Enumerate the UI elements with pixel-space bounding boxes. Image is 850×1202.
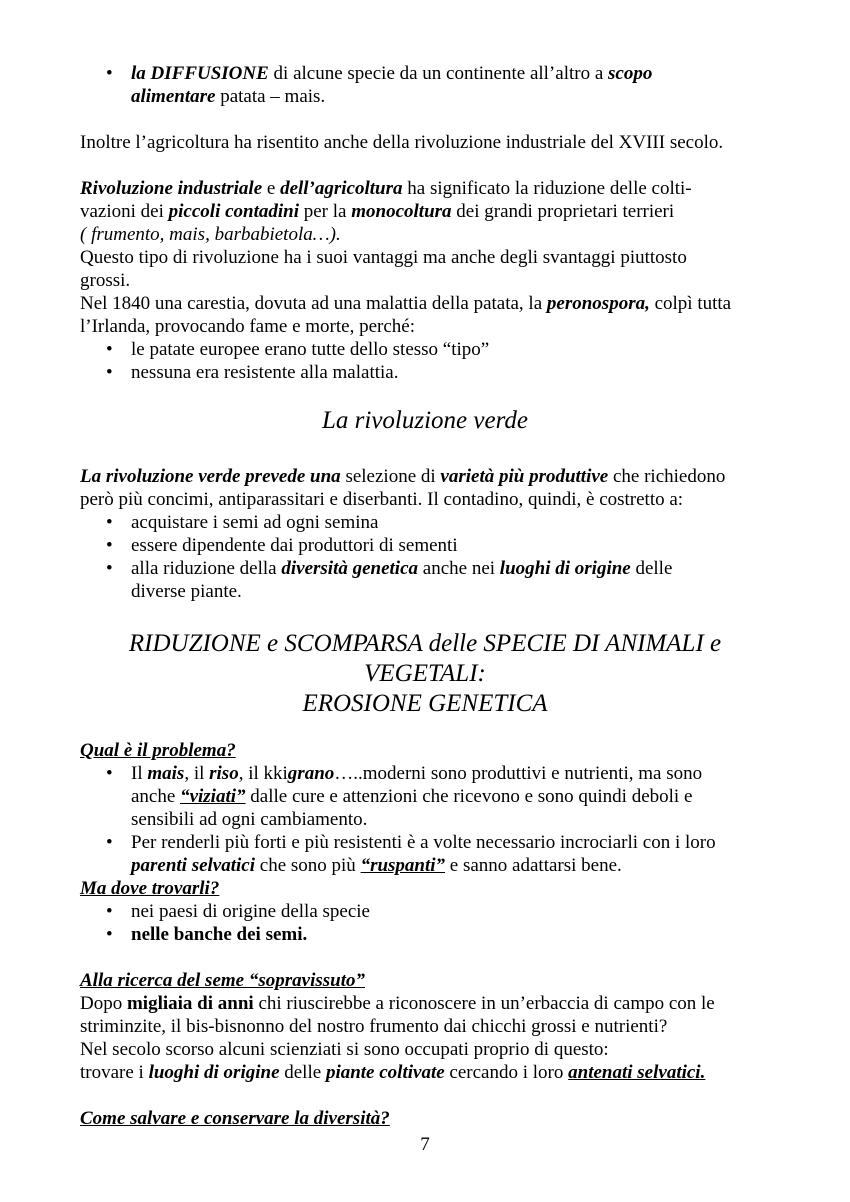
question-salvare: Come salvare e conservare la diversità?	[80, 1108, 390, 1129]
bullet-paesi-origine: nei paesi di origine della specie	[131, 901, 370, 922]
bullet-dipendente: essere dipendente dai produttori di sementi	[131, 535, 458, 556]
bullet-renderli-line1: Per renderli più forti e più resistenti è a volte necessario incrociarli con i loro	[131, 832, 716, 853]
paragraph-ricerca-line2: striminzite, il bis-bisnonno del nostro frumento dai chicchi grossi e nutrienti?	[80, 1016, 668, 1037]
bullet-patate: le patate europee erano tutte dello stesso “tipo”	[131, 339, 490, 360]
bullet-mais-line3: sensibili ad ogni cambiamento.	[131, 809, 368, 830]
question-ricerca: Alla ricerca del seme “sopravissuto”	[80, 970, 365, 991]
bullet-marker: •	[106, 558, 113, 579]
heading-riduzione-line2: VEGETALI:	[364, 660, 486, 687]
bullet-marker: •	[106, 63, 113, 84]
bullet-marker: •	[106, 924, 113, 945]
bullet-marker: •	[106, 535, 113, 556]
paragraph-rivoluzione-line2: vazioni dei piccoli contadini per la monocoltura dei grandi proprietari terrieri	[80, 201, 675, 222]
paragraph-inoltre: Inoltre l’agricoltura ha risentito anche della rivoluzione industriale del XVIII secolo.	[80, 132, 724, 153]
bullet-diffusione-line2: alimentare patata – mais.	[131, 86, 326, 107]
bullet-marker: •	[106, 763, 113, 784]
paragraph-carestia-line2: l’Irlanda, provocando fame e morte, perché:	[80, 316, 415, 337]
heading-riduzione-line1: RIDUZIONE e SCOMPARSA delle SPECIE DI ANIMALI e	[128, 630, 722, 657]
paragraph-carestia-line1: Nel 1840 una carestia, dovuta ad una malattia della patata, la peronospora, colpì tutta	[80, 293, 732, 314]
page-number: 7	[420, 1134, 430, 1155]
paragraph-rivoluzione-line3: ( frumento, mais, barbabietola…).	[80, 224, 341, 245]
paragraph-ricerca-line1: Dopo migliaia di anni chi riuscirebbe a riconoscere in un’erbaccia di campo con le	[80, 993, 715, 1014]
paragraph-ricerca-line4: trovare i luoghi di origine delle piante coltivate cercando i loro antenati selvatici.	[80, 1062, 706, 1083]
paragraph-ricerca-line3: Nel secolo scorso alcuni scienziati si sono occupati proprio di questo:	[80, 1039, 609, 1060]
bullet-riduzione-line2: diverse piante.	[131, 581, 242, 602]
bullet-marker: •	[106, 512, 113, 533]
bullet-mais-line2: anche “viziati” dalle cure e attenzioni che ricevono e sono quindi deboli e	[131, 786, 693, 807]
bullet-renderli-line2: parenti selvatici che sono più “ruspanti” e sanno adattarsi bene.	[131, 855, 622, 876]
heading-rivoluzione-verde: La rivoluzione verde	[322, 407, 528, 434]
paragraph-verde-line1: La rivoluzione verde prevede una selezione di varietà più produttive che richiedono	[80, 466, 726, 487]
bullet-banche-semi: nelle banche dei semi.	[131, 924, 308, 945]
bullet-riduzione-line1: alla riduzione della diversità genetica anche nei luoghi di origine delle	[131, 558, 673, 579]
paragraph-rivoluzione-line4: Questo tipo di rivoluzione ha i suoi vantaggi ma anche degli svantaggi piuttosto	[80, 247, 687, 268]
bullet-marker: •	[106, 362, 113, 383]
bullet-mais-line1: Il mais, il riso, il kkigrano…..moderni sono produttivi e nutrienti, ma sono	[131, 763, 703, 784]
bullet-marker: •	[106, 339, 113, 360]
bullet-acquistare: acquistare i semi ad ogni semina	[131, 512, 379, 533]
bullet-diffusione-line1: la DIFFUSIONE di alcune specie da un continente all’altro a scopo	[131, 63, 653, 84]
paragraph-rivoluzione-line5: grossi.	[80, 270, 131, 291]
bullet-resistente: nessuna era resistente alla malattia.	[131, 362, 399, 383]
bullet-marker: •	[106, 901, 113, 922]
heading-erosione-genetica: EROSIONE GENETICA	[302, 690, 548, 717]
paragraph-rivoluzione-line1: Rivoluzione industriale e dell’agricoltura ha significato la riduzione delle colti-	[80, 178, 692, 199]
paragraph-verde-line2: però più concimi, antiparassitari e diserbanti. Il contadino, quindi, è costretto a:	[80, 489, 684, 510]
question-dove: Ma dove trovarli?	[80, 878, 220, 899]
question-problema: Qual è il problema?	[80, 740, 236, 761]
bullet-marker: •	[106, 832, 113, 853]
